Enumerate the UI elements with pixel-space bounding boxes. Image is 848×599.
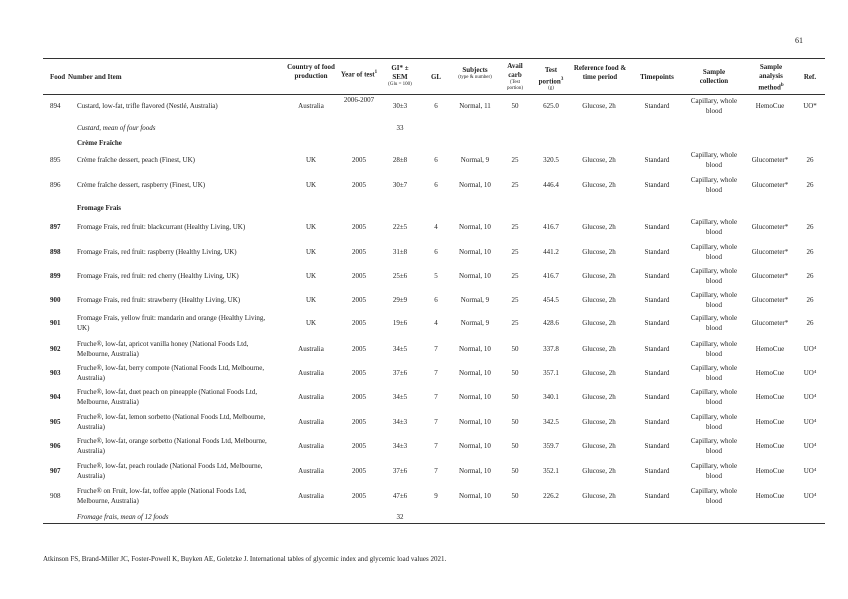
- cell-year: 2006-2007: [343, 96, 375, 104]
- cell-item: Fruche®, low-fat, apricot vanilla honey (National Foods Ltd, Melbourne, Australia): [77, 340, 249, 358]
- cell-gi: 29±9: [392, 296, 408, 304]
- cell-num: 901: [50, 319, 61, 327]
- cell-year: 2005: [352, 272, 366, 280]
- cell-collection: Capillary, whole blood: [690, 97, 738, 115]
- cell-carb: 25: [511, 319, 519, 327]
- cell-country: Australia: [298, 492, 324, 500]
- cell-num: 906: [50, 442, 61, 450]
- cell-subjects: Normal, 10: [459, 492, 491, 500]
- header-country: Country of food production: [287, 63, 335, 80]
- header-number-item: Number and Item: [68, 73, 122, 81]
- cell-ref: UO*: [803, 102, 817, 110]
- cell-portion: 416.7: [543, 223, 559, 231]
- cell-gi: 25±6: [392, 272, 408, 280]
- cell-num: 905: [50, 418, 61, 426]
- cell-subjects: Normal, 10: [459, 223, 491, 231]
- cell-method: Glucometer*: [751, 223, 789, 231]
- cell-country: UK: [305, 181, 317, 189]
- cell-method: HemoCue: [755, 393, 785, 401]
- cell-timepoints: Standard: [644, 418, 670, 426]
- cell-collection: Capillary, whole blood: [690, 314, 738, 332]
- cell-reference: Glucose, 2h: [582, 223, 616, 231]
- cell-ref: 26: [806, 156, 814, 164]
- cell-timepoints: Standard: [644, 467, 670, 475]
- cell-subjects: Normal, 10: [459, 248, 491, 256]
- cell-timepoints: Standard: [644, 156, 670, 164]
- cell-ref: UO⁴: [803, 345, 817, 353]
- cell-subjects: Normal, 11: [459, 102, 491, 110]
- cell-collection: Capillary, whole blood: [690, 267, 738, 285]
- cell-method: HemoCue: [755, 442, 785, 450]
- cell-gl: 6: [434, 181, 438, 189]
- cell-ref: 26: [806, 181, 814, 189]
- cell-portion: 357.1: [543, 369, 559, 377]
- cell-collection: Capillary, whole blood: [690, 462, 738, 480]
- cell-gl: 7: [434, 418, 438, 426]
- cell-country: Australia: [298, 393, 324, 401]
- cell-num: 903: [50, 369, 61, 377]
- cell-carb: 50: [511, 492, 519, 500]
- cell-item: Fromage Frais, yellow fruit: mandarin and orange (Healthy Living, UK): [77, 314, 266, 332]
- cell-subjects: Normal, 10: [459, 467, 491, 475]
- cell-gl: 7: [434, 369, 438, 377]
- cell-reference: Glucose, 2h: [582, 393, 616, 401]
- cell-portion: 352.1: [543, 467, 559, 475]
- cell-timepoints: Standard: [644, 102, 670, 110]
- cell-item: Fruche®, low-fat, duet peach on pineapple (National Foods Ltd, Melbourne, Australia): [77, 388, 258, 406]
- cell-carb: 50: [511, 102, 519, 110]
- cell-num: 899: [50, 272, 61, 280]
- cell-ref: UO⁴: [803, 369, 817, 377]
- header-gi: GI* ± SEM (Glu = 100): [388, 64, 412, 87]
- cell-ref: 26: [806, 272, 814, 280]
- cell-method: Glucometer*: [751, 156, 789, 164]
- cell-num: 900: [50, 296, 61, 304]
- cell-item: Fruche®, low-fat, orange sorbetto (National Foods Ltd, Melbourne, Australia): [77, 437, 267, 455]
- cell-item: Crème fraîche dessert, raspberry (Finest, UK): [77, 181, 206, 189]
- cell-carb: 25: [511, 248, 519, 256]
- cell-carb: 25: [511, 223, 519, 231]
- cell-carb: 25: [511, 296, 519, 304]
- cell-carb: 25: [511, 181, 519, 189]
- cell-year: 2005: [352, 393, 366, 401]
- cell-portion: 337.8: [543, 345, 559, 353]
- cell-item: Fromage Frais, red fruit: strawberry (Healthy Living, UK): [77, 296, 241, 304]
- header-food: Food: [50, 73, 66, 81]
- cell-country: Australia: [298, 345, 324, 353]
- header-subjects: Subjects (type & number): [458, 66, 492, 80]
- cell-num: 908: [50, 492, 61, 500]
- cell-year: 2005: [352, 181, 366, 189]
- cell-timepoints: Standard: [644, 492, 670, 500]
- cell-subjects: Normal, 9: [460, 296, 490, 304]
- cell-year: 2005: [352, 223, 366, 231]
- cell-subjects: Normal, 9: [460, 156, 490, 164]
- cell-gl: 7: [434, 467, 438, 475]
- cell-year: 2005: [352, 467, 366, 475]
- cell-item: Fromage Frais, red fruit: raspberry (Healthy Living, UK): [77, 248, 237, 256]
- cell-gi: 22±5: [392, 223, 408, 231]
- mean-gi: 32: [396, 513, 404, 521]
- cell-num: 897: [50, 223, 61, 231]
- cell-reference: Glucose, 2h: [582, 369, 616, 377]
- header-sample-method: Sample analysis method$^b$: [758, 63, 784, 92]
- cell-country: Australia: [298, 467, 324, 475]
- cell-subjects: Normal, 9: [460, 319, 490, 327]
- cell-year: 2005: [352, 248, 366, 256]
- cell-method: HemoCue: [755, 492, 785, 500]
- section-label: Crème Fraîche: [77, 139, 122, 147]
- cell-gi: 28±8: [392, 156, 408, 164]
- cell-subjects: Normal, 10: [459, 345, 491, 353]
- header-reference: Reference food & time period: [573, 64, 627, 81]
- cell-portion: 428.6: [543, 319, 559, 327]
- cell-country: UK: [305, 319, 317, 327]
- cell-timepoints: Standard: [644, 248, 670, 256]
- cell-collection: Capillary, whole blood: [690, 151, 738, 169]
- cell-method: Glucometer*: [751, 272, 789, 280]
- cell-ref: UO⁴: [803, 467, 817, 475]
- header-bottom-rule: [43, 94, 825, 95]
- cell-collection: Capillary, whole blood: [690, 218, 738, 236]
- cell-item: Fruche®, low-fat, peach roulade (National Foods Ltd, Melbourne, Australia): [77, 462, 263, 480]
- cell-portion: 226.2: [543, 492, 559, 500]
- cell-country: UK: [305, 223, 317, 231]
- section-label: Fromage Frais: [77, 204, 121, 212]
- cell-collection: Capillary, whole blood: [690, 340, 738, 358]
- cell-num: 907: [50, 467, 61, 475]
- cell-portion: 625.0: [543, 102, 559, 110]
- cell-gl: 6: [434, 102, 438, 110]
- cell-country: UK: [305, 296, 317, 304]
- cell-portion: 446.4: [543, 181, 559, 189]
- cell-portion: 441.2: [543, 248, 559, 256]
- cell-method: Glucometer*: [751, 248, 789, 256]
- cell-num: 904: [50, 393, 61, 401]
- cell-reference: Glucose, 2h: [582, 418, 616, 426]
- cell-reference: Glucose, 2h: [582, 296, 616, 304]
- cell-method: HemoCue: [755, 369, 785, 377]
- cell-gi: 30±7: [392, 181, 408, 189]
- cell-country: Australia: [298, 418, 324, 426]
- cell-reference: Glucose, 2h: [582, 442, 616, 450]
- cell-country: Australia: [298, 369, 324, 377]
- cell-country: UK: [305, 248, 317, 256]
- cell-ref: 26: [806, 319, 814, 327]
- cell-subjects: Normal, 10: [459, 181, 491, 189]
- table-top-rule: [43, 58, 825, 59]
- header-test-portion: Test portion$^3$ (g): [538, 66, 564, 92]
- cell-num: 896: [50, 181, 61, 189]
- cell-portion: 320.5: [543, 156, 559, 164]
- cell-gl: 4: [434, 223, 438, 231]
- cell-year: 2005: [352, 418, 366, 426]
- cell-gl: 6: [434, 248, 438, 256]
- cell-gi: 37±6: [392, 467, 408, 475]
- mean-label: Fromage frais, mean of 12 foods: [77, 513, 169, 521]
- cell-carb: 50: [511, 393, 519, 401]
- cell-timepoints: Standard: [644, 181, 670, 189]
- cell-item: Crème fraîche dessert, peach (Finest, UK): [77, 156, 195, 164]
- header-ref: Ref.: [803, 73, 817, 81]
- cell-gl: 5: [434, 272, 438, 280]
- cell-timepoints: Standard: [644, 296, 670, 304]
- cell-ref: 26: [806, 248, 814, 256]
- cell-reference: Glucose, 2h: [582, 248, 616, 256]
- cell-collection: Capillary, whole blood: [690, 388, 738, 406]
- cell-collection: Capillary, whole blood: [690, 176, 738, 194]
- cell-gi: 37±6: [392, 369, 408, 377]
- cell-num: 895: [50, 156, 61, 164]
- cell-carb: 50: [511, 369, 519, 377]
- cell-reference: Glucose, 2h: [582, 467, 616, 475]
- citation-footer: Atkinson FS, Brand-Miller JC, Foster-Powell K, Buyken AE, Goletzke J. International tables of glycemic index and glycemic load values 2021.: [43, 555, 447, 563]
- cell-reference: Glucose, 2h: [582, 156, 616, 164]
- cell-portion: 454.5: [543, 296, 559, 304]
- cell-reference: Glucose, 2h: [582, 319, 616, 327]
- cell-gi: 34±3: [392, 418, 408, 426]
- cell-gi: 34±3: [392, 442, 408, 450]
- cell-gl: 7: [434, 442, 438, 450]
- cell-timepoints: Standard: [644, 319, 670, 327]
- cell-num: 902: [50, 345, 61, 353]
- cell-timepoints: Standard: [644, 223, 670, 231]
- cell-gl: 4: [434, 319, 438, 327]
- mean-label: Custard, mean of four foods: [77, 124, 156, 132]
- cell-carb: 50: [511, 345, 519, 353]
- cell-portion: 342.5: [543, 418, 559, 426]
- cell-reference: Glucose, 2h: [582, 492, 616, 500]
- cell-gi: 47±6: [392, 492, 408, 500]
- cell-gl: 7: [434, 345, 438, 353]
- cell-timepoints: Standard: [644, 442, 670, 450]
- cell-ref: 26: [806, 296, 814, 304]
- header-gl: GL: [430, 73, 442, 81]
- cell-portion: 416.7: [543, 272, 559, 280]
- cell-ref: UO⁴: [803, 393, 817, 401]
- cell-gl: 7: [434, 393, 438, 401]
- cell-method: Glucometer*: [751, 181, 789, 189]
- cell-ref: UO⁴: [803, 492, 817, 500]
- cell-method: HemoCue: [755, 418, 785, 426]
- cell-gi: 34±5: [392, 345, 408, 353]
- cell-item: Fruche®, low-fat, berry compote (National Foods Ltd, Melbourne, Australia): [77, 364, 265, 382]
- header-sample-collection: Sample collection: [699, 68, 729, 85]
- cell-gi: 31±8: [392, 248, 408, 256]
- cell-collection: Capillary, whole blood: [690, 413, 738, 431]
- cell-collection: Capillary, whole blood: [690, 243, 738, 261]
- cell-country: Australia: [298, 442, 324, 450]
- cell-ref: UO⁴: [803, 442, 817, 450]
- cell-year: 2005: [352, 345, 366, 353]
- cell-portion: 359.7: [543, 442, 559, 450]
- cell-timepoints: Standard: [644, 393, 670, 401]
- cell-item: Fromage Frais, red fruit: blackcurrant (Healthy Living, UK): [77, 223, 246, 231]
- cell-reference: Glucose, 2h: [582, 345, 616, 353]
- cell-timepoints: Standard: [644, 272, 670, 280]
- cell-item: Fromage Frais, red fruit: red cherry (Healthy Living, UK): [77, 272, 239, 280]
- cell-subjects: Normal, 10: [459, 442, 491, 450]
- cell-carb: 25: [511, 156, 519, 164]
- cell-year: 2005: [352, 296, 366, 304]
- cell-collection: Capillary, whole blood: [690, 487, 738, 505]
- cell-item: Fruche® on Fruit, low-fat, toffee apple (National Foods Ltd, Melbourne, Australia): [77, 487, 247, 505]
- cell-method: HemoCue: [755, 345, 785, 353]
- cell-year: 2005: [352, 442, 366, 450]
- cell-num: 898: [50, 248, 61, 256]
- cell-subjects: Normal, 10: [459, 369, 491, 377]
- cell-portion: 340.1: [543, 393, 559, 401]
- page-number: 61: [795, 36, 803, 45]
- cell-carb: 50: [511, 442, 519, 450]
- cell-gi: 30±3: [392, 102, 408, 110]
- cell-gi: 19±6: [392, 319, 408, 327]
- cell-reference: Glucose, 2h: [582, 102, 616, 110]
- cell-carb: 50: [511, 418, 519, 426]
- table-bottom-rule: [43, 523, 825, 524]
- cell-year: 2005: [352, 156, 366, 164]
- cell-year: 2005: [352, 492, 366, 500]
- cell-ref: 26: [806, 223, 814, 231]
- cell-carb: 50: [511, 467, 519, 475]
- cell-reference: Glucose, 2h: [582, 272, 616, 280]
- cell-num: 894: [50, 102, 61, 110]
- cell-method: Glucometer*: [751, 319, 789, 327]
- cell-gi: 34±5: [392, 393, 408, 401]
- cell-collection: Capillary, whole blood: [690, 291, 738, 309]
- cell-gl: 6: [434, 156, 438, 164]
- header-timepoints: Timepoints: [640, 73, 674, 81]
- cell-year: 2005: [352, 369, 366, 377]
- mean-gi: 33: [396, 124, 404, 132]
- header-avail-carb: Avail carb (Test portion): [506, 62, 524, 91]
- cell-country: Australia: [298, 102, 324, 110]
- cell-country: UK: [305, 272, 317, 280]
- cell-carb: 25: [511, 272, 519, 280]
- cell-subjects: Normal, 10: [459, 393, 491, 401]
- cell-item: Custard, low-fat, trifle flavored (Nestlé, Australia): [77, 102, 218, 110]
- cell-year: 2005: [352, 319, 366, 327]
- cell-collection: Capillary, whole blood: [690, 437, 738, 455]
- cell-subjects: Normal, 10: [459, 418, 491, 426]
- cell-gl: 6: [434, 296, 438, 304]
- cell-subjects: Normal, 10: [459, 272, 491, 280]
- cell-method: Glucometer*: [751, 296, 789, 304]
- cell-country: UK: [305, 156, 317, 164]
- cell-item: Fruche®, low-fat, lemon sorbetto (National Foods Ltd, Melbourne, Australia): [77, 413, 266, 431]
- cell-gl: 9: [434, 492, 438, 500]
- cell-ref: UO⁴: [803, 418, 817, 426]
- cell-method: HemoCue: [755, 467, 785, 475]
- cell-timepoints: Standard: [644, 369, 670, 377]
- header-year: Year of test$^1$: [340, 70, 378, 79]
- cell-reference: Glucose, 2h: [582, 181, 616, 189]
- cell-method: HemoCue: [755, 102, 785, 110]
- cell-timepoints: Standard: [644, 345, 670, 353]
- cell-collection: Capillary, whole blood: [690, 364, 738, 382]
